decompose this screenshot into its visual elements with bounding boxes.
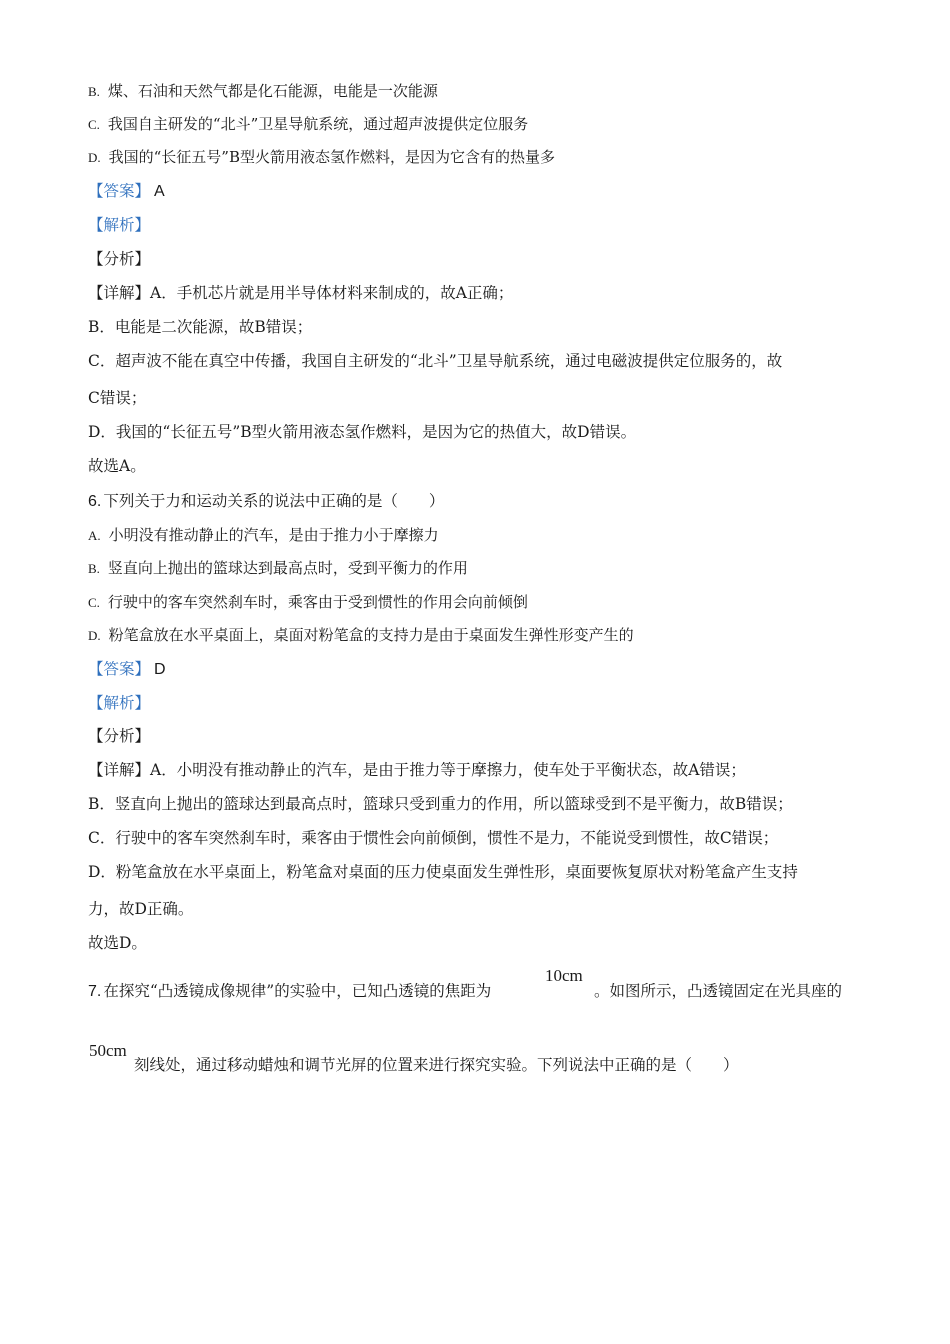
q6-detail-line: C．行驶中的客车突然刹车时，乘客由于惯性会向前倾倒，惯性不是力，不能说受到惯性，故C错误； [88, 829, 779, 847]
option-text: 行驶中的客车突然刹车时，乘客由于受到惯性的作用会向前倾倒 [107, 593, 528, 611]
option-text: 小明没有推动静止的汽车，是由于推力小于摩擦力 [108, 526, 439, 544]
q6-stem [88, 490, 862, 513]
q6-detail-line: B．竖直向上抛出的篮球达到最高点时，篮球只受到重力的作用，所以篮球受到不是平衡力，故B错误； [88, 795, 793, 813]
q6-option-c [88, 591, 862, 614]
q5-option-d [88, 146, 862, 169]
question-text: 下列关于力和运动关系的说法中正确的是（ ） [103, 492, 445, 510]
option-text: 粉笔盒放在水平桌面上，桌面对粉笔盒的支持力是由于桌面发生弹性形变产生的 [108, 626, 634, 644]
option-text: 煤、石油和天然气都是化石能源，电能是一次能源 [107, 82, 438, 100]
detail-tag: 【详解】 [88, 284, 151, 302]
q6-analysis-tag: 【解析】 [88, 694, 151, 712]
q5-detail-line: C．超声波不能在真空中传播，我国自主研发的“北斗”卫星导航系统，通过电磁波提供定位服务的，故 [88, 352, 783, 370]
q7-stem-part2: 。如图所示，凸透镜固定在光具座的 [594, 982, 843, 1000]
q6-option-b [88, 557, 862, 580]
q5-fenxi-tag: 【分析】 [88, 250, 151, 268]
q5-option-b [88, 80, 862, 103]
q6-detail-line [88, 759, 862, 781]
answer-value: D [154, 661, 166, 678]
answer-tag: 【答案】 [88, 660, 151, 678]
question-text: 在探究“凸透镜成像规律”的实验中，已知凸透镜的焦距为 [103, 982, 492, 1000]
option-label: C. [88, 595, 100, 610]
q7-stem-part3: 刻线处，通过移动蜡烛和调节光屏的位置来进行探究实验。下列说法中正确的是（ ） [134, 1056, 739, 1074]
q5-answer [88, 180, 862, 203]
q6-fenxi-tag: 【分析】 [88, 727, 151, 745]
question-number: 6. [88, 493, 102, 510]
option-label: B. [88, 84, 100, 99]
q5-detail-line: D．我国的“长征五号”B型火箭用液态氢作燃料，是因为它的热值大，故D错误。 [88, 423, 637, 441]
q6-detail-line: D．粉笔盒放在水平桌面上，粉笔盒对桌面的压力使桌面发生弹性形，桌面要恢复原状对粉笔盒产生支持 [88, 863, 798, 881]
answer-value: A [154, 183, 165, 200]
detail-text: A．小明没有推动静止的汽车，是由于推力等于摩擦力，使车处于平衡状态，故A错误； [150, 761, 746, 779]
answer-tag: 【答案】 [88, 182, 151, 200]
q5-analysis-tag: 【解析】 [88, 216, 151, 234]
q6-option-d [88, 624, 862, 647]
q5-conclusion: 故选A。 [88, 457, 146, 475]
detail-tag: 【详解】 [88, 761, 151, 779]
question-number: 7. [88, 983, 102, 1000]
q6-option-a [88, 524, 862, 547]
option-text: 我国自主研发的“北斗”卫星导航系统，通过超声波提供定位服务 [107, 115, 529, 133]
option-label: B. [88, 561, 100, 576]
option-label: C. [88, 117, 100, 132]
option-text: 竖直向上抛出的篮球达到最高点时，受到平衡力的作用 [107, 559, 468, 577]
option-label: A. [88, 528, 101, 543]
q5-detail-line: C错误； [88, 389, 147, 407]
option-text: 我国的“长征五号”B型火箭用液态氢作燃料，是因为它含有的热量多 [108, 148, 556, 166]
option-label: D. [88, 628, 101, 643]
q7-stem-part1 [88, 980, 491, 1003]
q6-detail-line: 力，故D正确。 [88, 900, 194, 918]
q6-answer [88, 658, 862, 681]
q5-detail-line: B．电能是二次能源，故B错误； [88, 318, 313, 336]
focal-length-formula: 10cm [545, 966, 583, 985]
q6-conclusion: 故选D。 [88, 934, 147, 952]
lens-position-formula: 50cm [89, 1041, 127, 1060]
detail-text: A．手机芯片就是用半导体材料来制成的，故A正确； [150, 284, 514, 302]
option-label: D. [88, 150, 101, 165]
q5-detail-line [88, 282, 862, 304]
q5-option-c [88, 113, 862, 136]
